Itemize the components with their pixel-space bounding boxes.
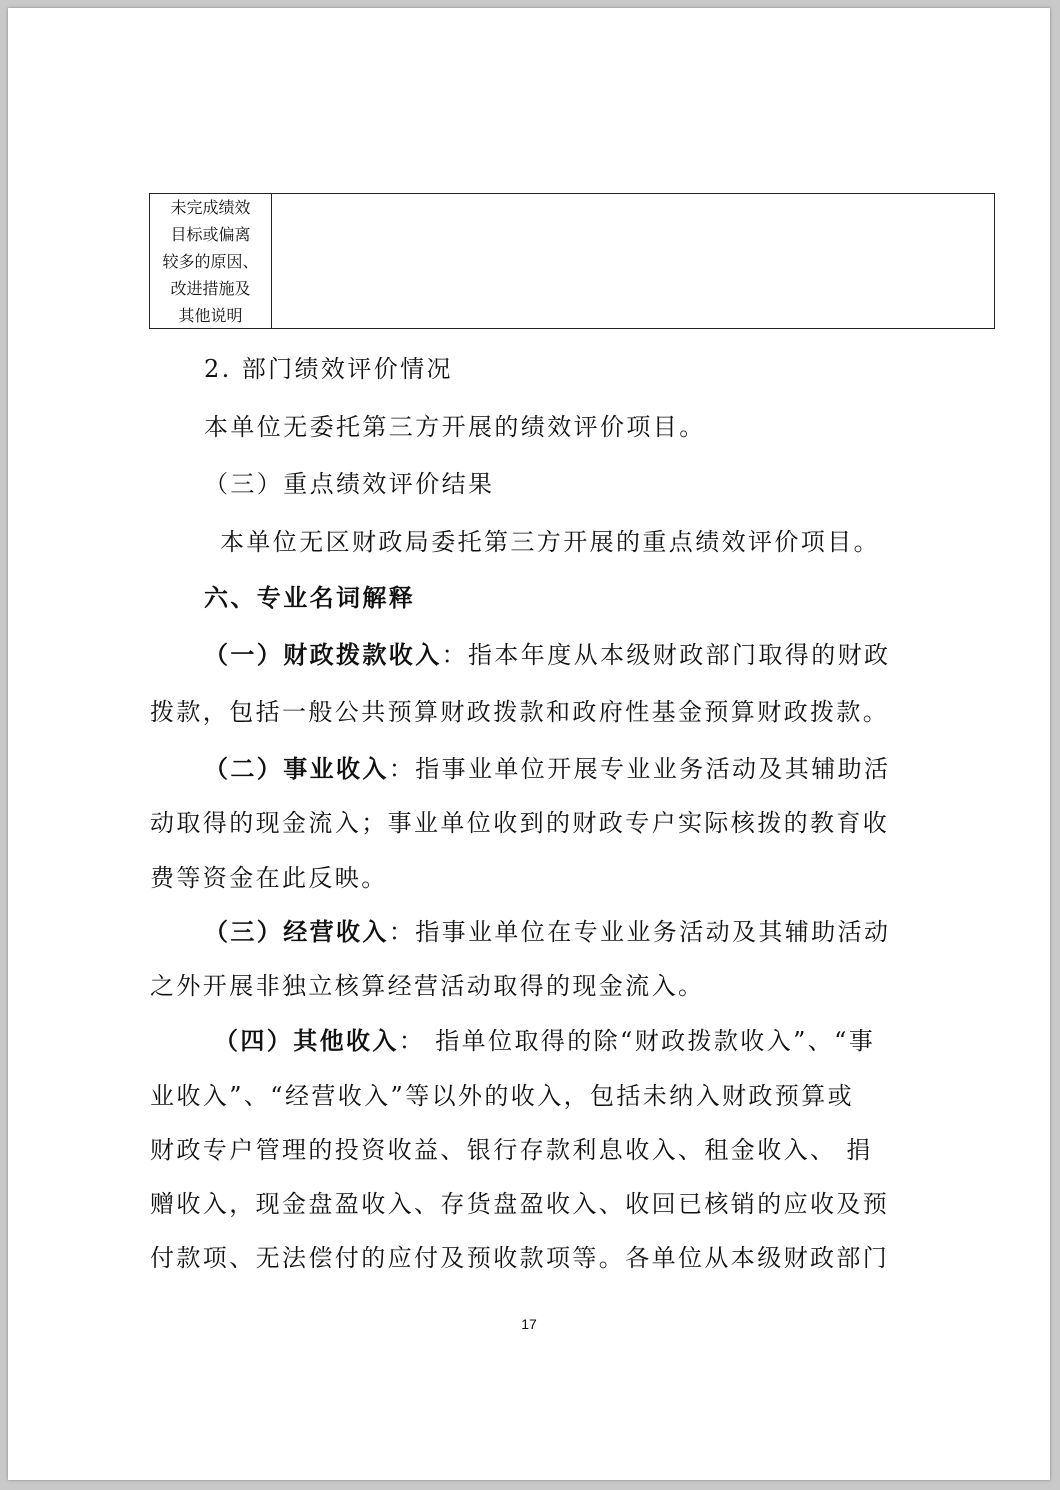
paragraph-line: 财政专户管理的投资收益、银行存款利息收入、租金收入、 捐 xyxy=(150,1136,873,1164)
table-label-line: 未完成绩效 xyxy=(170,197,251,217)
document-page xyxy=(8,8,1050,1480)
table-label-line: 目标或偏离 xyxy=(170,224,251,244)
definition-term: （一）财政拨款收入 xyxy=(204,640,442,669)
paragraph-line: 业收入”、“经营收入”等以外的收入，包括未纳入财政预算或 xyxy=(150,1082,855,1110)
section-heading: 2. 部门绩效评价情况 xyxy=(204,355,453,383)
definition-text: ： 指单位取得的除“财政拨款收入”、“事 xyxy=(398,1027,876,1055)
table-label-line: 较多的原因、 xyxy=(162,251,259,271)
definition-line xyxy=(204,640,984,670)
definition-text: ：指本年度从本级财政部门取得的财政 xyxy=(441,641,891,669)
table-content-cell xyxy=(272,194,994,328)
table-label-line: 改进措施及 xyxy=(170,278,251,298)
paragraph-line: 赠收入，现金盘盈收入、存货盘盈收入、收回已核销的应收及预 xyxy=(150,1190,890,1218)
definition-line xyxy=(204,754,984,784)
definition-line xyxy=(214,1026,994,1056)
definition-text: ：指事业单位在专业业务活动及其辅助活动 xyxy=(388,918,891,946)
paragraph-line: 拨款，包括一般公共预算财政拨款和政府性基金预算财政拨款。 xyxy=(150,698,890,726)
paragraph-line: 动取得的现金流入；事业单位收到的财政专户实际核拨的教育收 xyxy=(150,809,890,837)
table-label-line: 其他说明 xyxy=(178,305,243,325)
table-label-cell xyxy=(150,194,272,328)
performance-table xyxy=(149,193,995,329)
paragraph-line: 费等资金在此反映。 xyxy=(150,864,388,892)
paragraph-line: 之外开展非独立核算经营活动取得的现金流入。 xyxy=(150,972,705,1000)
chapter-heading: 六、专业名词解释 xyxy=(204,583,416,612)
definition-text: ：指事业单位开展专业业务活动及其辅助活 xyxy=(388,755,891,783)
page-number: 17 xyxy=(521,1316,537,1332)
definition-term: （三）经营收入 xyxy=(204,917,389,946)
paragraph-line: 本单位无区财政局委托第三方开展的重点绩效评价项目。 xyxy=(220,528,880,556)
paragraph-line: 本单位无委托第三方开展的绩效评价项目。 xyxy=(204,413,706,441)
definition-term: （四）其他收入 xyxy=(214,1026,399,1055)
paragraph-line: 付款项、无法偿付的应付及预收款项等。各单位从本级财政部门 xyxy=(150,1244,890,1272)
section-heading: （三）重点绩效评价结果 xyxy=(204,470,495,498)
definition-line xyxy=(204,917,984,947)
definition-term: （二）事业收入 xyxy=(204,754,389,783)
